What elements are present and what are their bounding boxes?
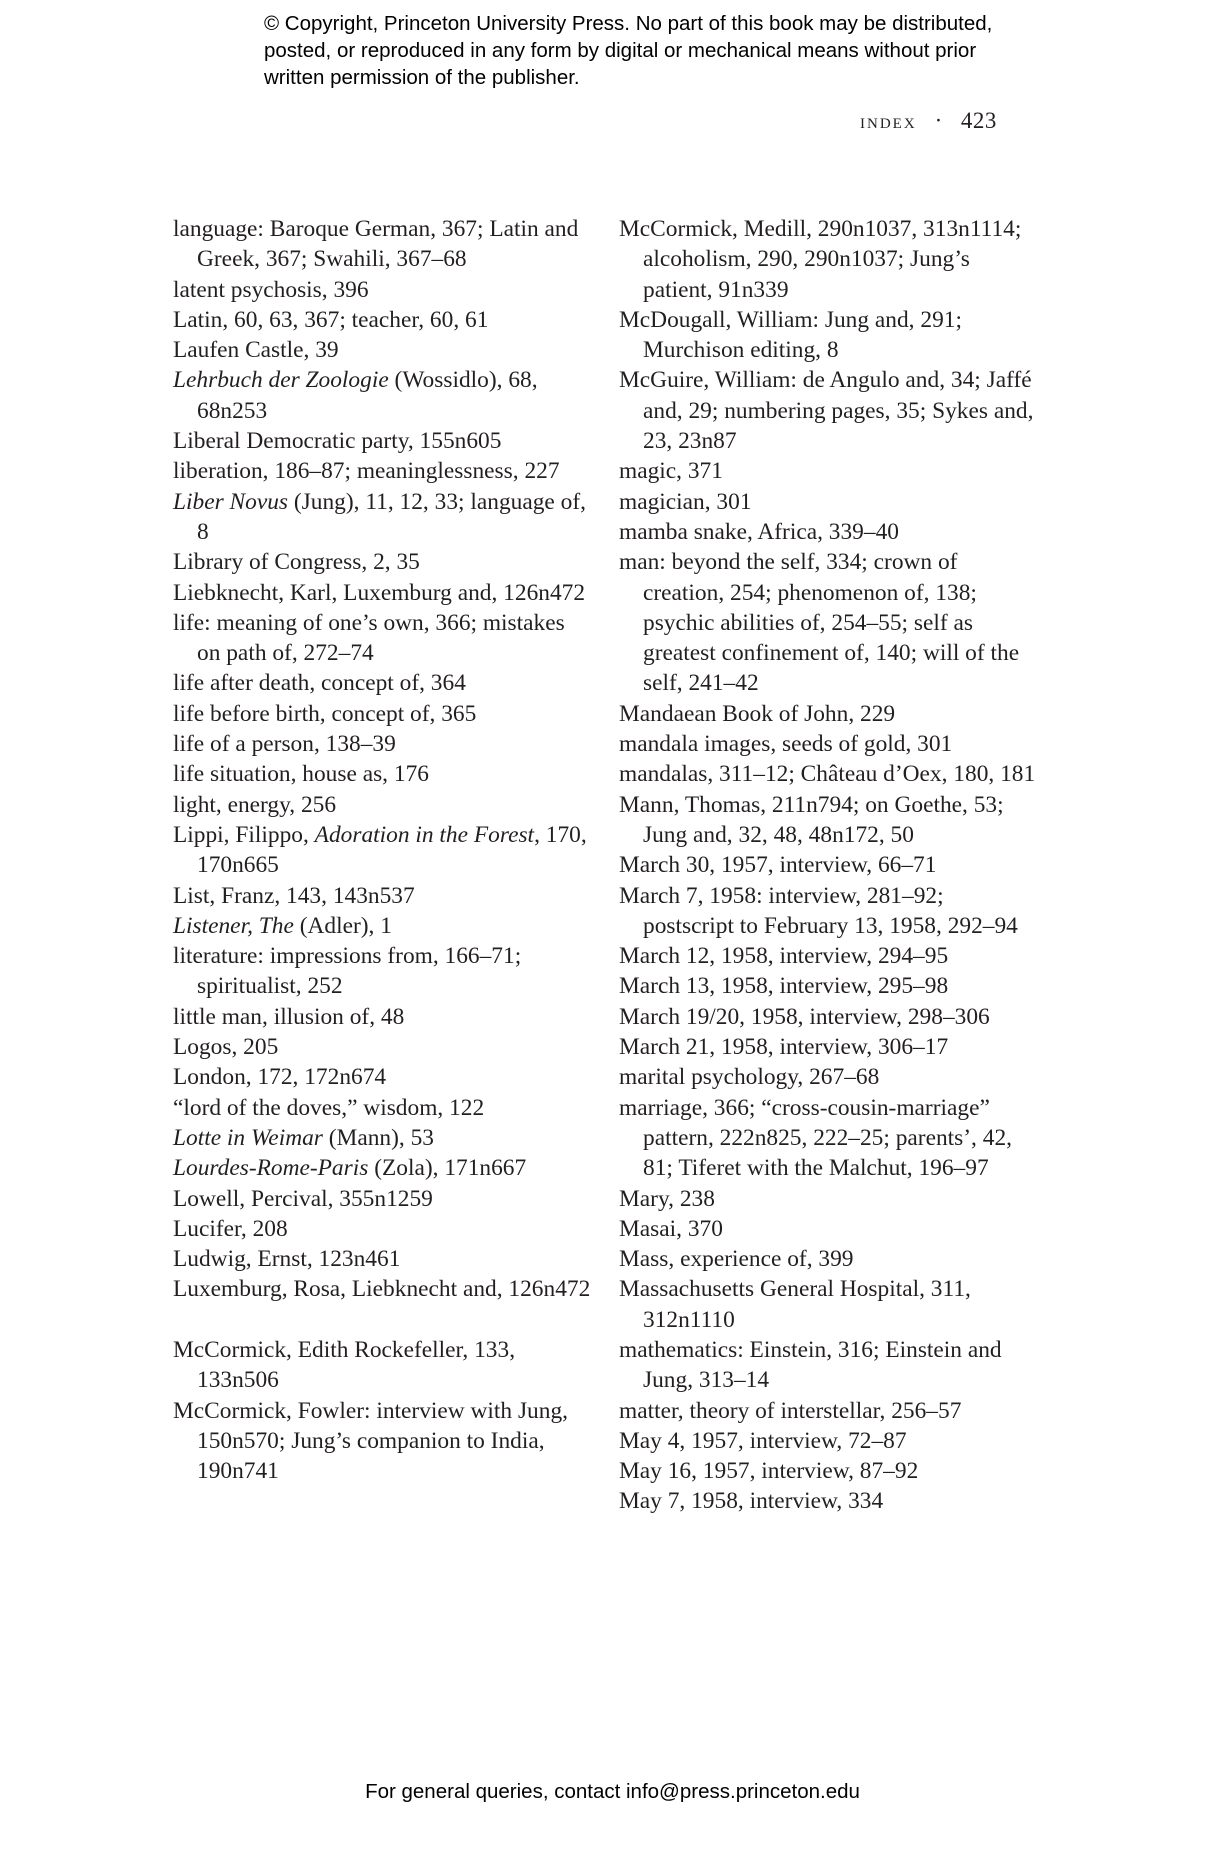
index-entry (619, 214, 1039, 305)
index-entry (173, 1032, 591, 1062)
index-entry (173, 456, 591, 486)
index-entry (173, 911, 591, 941)
index-column-right (619, 214, 1039, 1517)
index-entry (173, 426, 591, 456)
entry-text: little man, illusion of, 48 (173, 1003, 405, 1030)
index-entry (173, 335, 591, 365)
index-entry (619, 487, 1039, 517)
index-entry (173, 487, 591, 548)
index-entry (173, 578, 591, 608)
footer-contact: For general queries, contact info@press.princeton.edu (365, 1780, 860, 1803)
entry-text: March 21, 1958, interview, 306–17 (619, 1034, 949, 1061)
index-entry (173, 275, 591, 305)
entry-text: Mass, experience of, 399 (619, 1246, 854, 1273)
entry-text: liberation, 186–87; meaninglessness, 227 (173, 458, 560, 485)
index-entry (173, 881, 591, 911)
index-entry (173, 1214, 591, 1244)
index-entry (173, 1184, 591, 1214)
index-entry (619, 699, 1039, 729)
index-entry (173, 547, 591, 577)
index-entry (619, 456, 1039, 486)
index-entry (173, 1153, 591, 1183)
entry-text: marriage, 366; “cross-cousin-marriage” pattern, 222n825, 222–25; parents’, 42, 81; Tiferet with the Malchut, 196–97 (619, 1094, 1012, 1182)
entry-text: Luxemburg, Rosa, Liebknecht and, 126n472 (173, 1276, 591, 1303)
entry-title: Listener, The (173, 912, 294, 939)
entry-text: magician, 301 (619, 488, 752, 515)
entry-text: Lucifer, 208 (173, 1215, 288, 1242)
index-entry (173, 608, 591, 669)
index-entry (619, 971, 1039, 1001)
index-entry (173, 1335, 591, 1396)
entry-text: (Adler), 1 (293, 912, 392, 939)
entry-text: Liebknecht, Karl, Luxemburg and, 126n472 (173, 579, 586, 606)
index-entry (173, 759, 591, 789)
entry-text: Liberal Democratic party, 155n605 (173, 428, 502, 455)
index-entry (173, 699, 591, 729)
entry-text: Logos, 205 (173, 1034, 279, 1061)
entry-text: Library of Congress, 2, 35 (173, 549, 420, 576)
entry-text: McGuire, William: de Angulo and, 34; Jaffé and, 29; numbering pages, 35; Sykes and, 23, 23n87 (619, 367, 1034, 455)
index-entry (619, 547, 1039, 698)
entry-text: language: Baroque German, 367; Latin and Greek, 367; Swahili, 367–68 (173, 216, 579, 273)
index-column-left (173, 214, 591, 1486)
entry-text: mamba snake, Africa, 339–40 (619, 518, 899, 545)
index-entry (619, 1486, 1039, 1516)
index-entry (173, 820, 591, 881)
index-entry (619, 729, 1039, 759)
entry-text: Laufen Castle, 39 (173, 337, 339, 364)
index-entry (173, 1062, 591, 1092)
index-entry (173, 305, 591, 335)
index-entry (619, 1426, 1039, 1456)
index-entry (173, 668, 591, 698)
entry-text: March 30, 1957, interview, 66–71 (619, 852, 937, 879)
entry-text: Ludwig, Ernst, 123n461 (173, 1246, 401, 1273)
copyright-notice: © Copyright, Princeton University Press. No part of this book may be distributed, posted, or reproduced in any form by digital or mechanical means without prior written permission of the publisher. (264, 12, 993, 89)
index-entry (619, 1274, 1039, 1335)
entry-text: Massachusetts General Hospital, 311, 312n1110 (619, 1276, 971, 1333)
index-entry (619, 1093, 1039, 1184)
entry-text: Latin, 60, 63, 367; teacher, 60, 61 (173, 306, 489, 333)
index-entry (619, 305, 1039, 366)
index-entry (173, 1093, 591, 1123)
index-entry (173, 941, 591, 1002)
index-entry (619, 881, 1039, 942)
index-entry (619, 941, 1039, 971)
entry-title: Liber Novus (173, 488, 289, 515)
entry-text: literature: impressions from, 166–71; spiritualist, 252 (173, 943, 522, 1000)
index-entry (173, 790, 591, 820)
entry-text: (Jung), 11, 12, 33; language of, 8 (197, 488, 586, 545)
index-entry (619, 365, 1039, 456)
entry-text: latent psychosis, 396 (173, 276, 369, 303)
entry-text: (Mann), 53 (322, 1124, 434, 1151)
entry-text: life situation, house as, 176 (173, 761, 429, 788)
entry-text: Mary, 238 (619, 1185, 715, 1212)
index-entry (619, 1032, 1039, 1062)
index-entry (619, 1396, 1039, 1426)
running-head-section: index (860, 108, 917, 133)
index-entry (173, 1123, 591, 1153)
entry-text: life of a person, 138–39 (173, 731, 396, 758)
entry-text: McCormick, Edith Rockefeller, 133, 133n506 (173, 1336, 516, 1394)
entry-text: life: meaning of one’s own, 366; mistakes on path of, 272–74 (173, 609, 565, 667)
entry-text: May 4, 1957, interview, 72–87 (619, 1427, 907, 1454)
index-entry (619, 1214, 1039, 1244)
entry-text: March 12, 1958, interview, 294–95 (619, 943, 949, 970)
index-entry (619, 1002, 1039, 1032)
entry-text: London, 172, 172n674 (173, 1064, 387, 1091)
index-entry (173, 729, 591, 759)
entry-text: March 19/20, 1958, interview, 298–306 (619, 1003, 990, 1030)
entry-text: “lord of the doves,” wisdom, 122 (173, 1094, 485, 1121)
entry-text: Lippi, Filippo, (173, 821, 315, 848)
index-entry (173, 1396, 591, 1487)
entry-text: life before birth, concept of, 365 (173, 700, 477, 727)
page-number: 423 (960, 108, 997, 133)
entry-text: marital psychology, 267–68 (619, 1064, 880, 1091)
index-entry (619, 1062, 1039, 1092)
entry-title: Lehrbuch der Zoologie (173, 367, 389, 394)
entry-text: mandalas, 311–12; Château d’Oex, 180, 181 (619, 761, 1036, 788)
entry-text: matter, theory of interstellar, 256–57 (619, 1397, 962, 1424)
entry-text: , 170, 170n665 (197, 821, 587, 879)
entry-text: May 7, 1958, interview, 334 (619, 1488, 884, 1515)
index-entry (619, 1335, 1039, 1396)
entry-text: magic, 371 (619, 458, 723, 485)
entry-text: man: beyond the self, 334; crown of creation, 254; phenomenon of, 138; psychic abilities of, 254–55; self as greatest confinement of, 140; will of the self, 241–42 (619, 549, 1020, 697)
entry-title: Lotte in Weimar (173, 1124, 323, 1151)
running-head (860, 108, 997, 134)
index-entry (173, 214, 591, 275)
entry-text: Mann, Thomas, 211n794; on Goethe, 53; Jung and, 32, 48, 48n172, 50 (619, 791, 1004, 848)
entry-text: March 13, 1958, interview, 295–98 (619, 973, 949, 1000)
entry-text: Masai, 370 (619, 1215, 723, 1242)
entry-text: May 16, 1957, interview, 87–92 (619, 1458, 919, 1485)
index-entry (619, 1456, 1039, 1486)
index-entry (619, 517, 1039, 547)
entry-text: light, energy, 256 (173, 791, 337, 818)
index-entry (619, 790, 1039, 851)
entry-text: McCormick, Medill, 290n1037, 313n1114; alcoholism, 290, 290n1037; Jung’s patient, 91n339 (619, 216, 1022, 303)
entry-text: Mandaean Book of John, 229 (619, 700, 896, 727)
entry-text: McDougall, William: Jung and, 291; Murchison editing, 8 (619, 306, 962, 364)
entry-title: Lourdes-Rome-Paris (173, 1155, 369, 1182)
entry-text: mathematics: Einstein, 316; Einstein and Jung, 313–14 (619, 1336, 1002, 1394)
index-entry (173, 1002, 591, 1032)
index-entry (619, 1184, 1039, 1214)
index-entry (173, 365, 591, 426)
running-head-separator: · (934, 108, 943, 133)
entry-text: List, Franz, 143, 143n537 (173, 882, 415, 909)
entry-text: (Zola), 171n667 (368, 1155, 527, 1182)
entry-text: McCormick, Fowler: interview with Jung, 150n570; Jung’s companion to India, 190n741 (173, 1397, 568, 1485)
index-entry (173, 1274, 591, 1304)
index-entry (173, 1244, 591, 1274)
index-entry (619, 1244, 1039, 1274)
entry-title: Adoration in the Forest (314, 821, 535, 848)
entry-text: Lowell, Percival, 355n1259 (173, 1185, 433, 1212)
index-entry (619, 759, 1039, 789)
entry-text: mandala images, seeds of gold, 301 (619, 731, 953, 758)
index-entry (619, 850, 1039, 880)
entry-text: March 7, 1958: interview, 281–92; postscript to February 13, 1958, 292–94 (619, 882, 1018, 939)
entry-text: life after death, concept of, 364 (173, 670, 466, 697)
entry-text: (Wossidlo), 68, 68n253 (197, 367, 538, 424)
